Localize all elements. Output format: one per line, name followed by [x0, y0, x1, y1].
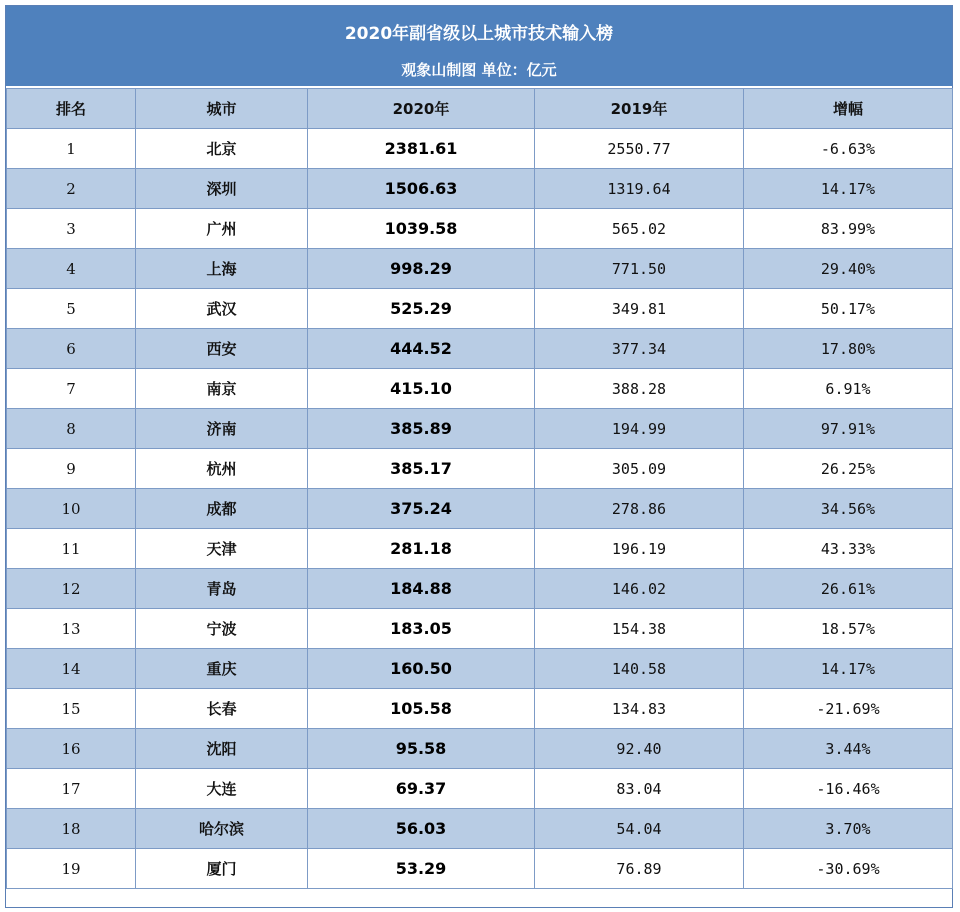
- table-row: [7, 329, 953, 369]
- value-2019-cell: 377.34: [535, 329, 744, 369]
- table-title: 2020年副省级以上城市技术输入榜: [344, 24, 614, 44]
- table-row: [7, 129, 953, 169]
- city-cell: 南京: [136, 369, 308, 409]
- growth-cell: 97.91%: [744, 409, 953, 449]
- value-2020-cell: 56.03: [308, 809, 535, 849]
- city-cell: 天津: [136, 529, 308, 569]
- city-cell: 厦门: [136, 849, 308, 889]
- value-2019-cell: 76.89: [535, 849, 744, 889]
- city-cell: 西安: [136, 329, 308, 369]
- value-2019-cell: 278.86: [535, 489, 744, 529]
- value-2020-cell: 415.10: [308, 369, 535, 409]
- growth-cell: 3.44%: [744, 729, 953, 769]
- growth-cell: 50.17%: [744, 289, 953, 329]
- growth-cell: 26.61%: [744, 569, 953, 609]
- value-2020-cell: 385.89: [308, 409, 535, 449]
- table-row: [7, 689, 953, 729]
- value-2020-cell: 444.52: [308, 329, 535, 369]
- value-2019-cell: 1319.64: [535, 169, 744, 209]
- value-2020-cell: 160.50: [308, 649, 535, 689]
- table-row: [7, 849, 953, 889]
- growth-cell: 6.91%: [744, 369, 953, 409]
- table-row: [7, 649, 953, 689]
- growth-cell: -6.63%: [744, 129, 953, 169]
- rank-cell: 19: [7, 849, 136, 889]
- value-2020-cell: 184.88: [308, 569, 535, 609]
- value-2019-cell: 83.04: [535, 769, 744, 809]
- value-2019-cell: 92.40: [535, 729, 744, 769]
- value-2019-cell: 771.50: [535, 249, 744, 289]
- value-2020-cell: 281.18: [308, 529, 535, 569]
- city-cell: 北京: [136, 129, 308, 169]
- value-2019-cell: 388.28: [535, 369, 744, 409]
- value-2019-cell: 134.83: [535, 689, 744, 729]
- value-2020-cell: 1039.58: [308, 209, 535, 249]
- column-header-2019: 2019年: [535, 89, 744, 129]
- value-2020-cell: 998.29: [308, 249, 535, 289]
- value-2019-cell: 2550.77: [535, 129, 744, 169]
- table-row: [7, 409, 953, 449]
- table-row: [7, 209, 953, 249]
- rank-cell: 14: [7, 649, 136, 689]
- value-2020-cell: 375.24: [308, 489, 535, 529]
- growth-cell: 3.70%: [744, 809, 953, 849]
- value-2019-cell: 305.09: [535, 449, 744, 489]
- value-2020-cell: 69.37: [308, 769, 535, 809]
- growth-cell: 26.25%: [744, 449, 953, 489]
- table-row: [7, 289, 953, 329]
- table-row: [7, 729, 953, 769]
- rank-cell: 9: [7, 449, 136, 489]
- rank-cell: 10: [7, 489, 136, 529]
- column-header-city: 城市: [136, 89, 308, 129]
- rank-cell: 7: [7, 369, 136, 409]
- value-2020-cell: 183.05: [308, 609, 535, 649]
- value-2019-cell: 54.04: [535, 809, 744, 849]
- value-2020-cell: 2381.61: [308, 129, 535, 169]
- city-cell: 长春: [136, 689, 308, 729]
- growth-cell: -30.69%: [744, 849, 953, 889]
- value-2019-cell: 565.02: [535, 209, 744, 249]
- city-cell: 重庆: [136, 649, 308, 689]
- column-header-rank: 排名: [7, 89, 136, 129]
- city-cell: 济南: [136, 409, 308, 449]
- growth-cell: 18.57%: [744, 609, 953, 649]
- value-2020-cell: 1506.63: [308, 169, 535, 209]
- value-2020-cell: 105.58: [308, 689, 535, 729]
- rank-cell: 4: [7, 249, 136, 289]
- growth-cell: 14.17%: [744, 649, 953, 689]
- ranking-table-frame: [5, 5, 953, 908]
- value-2019-cell: 349.81: [535, 289, 744, 329]
- table-row: [7, 449, 953, 489]
- table-subtitle: 观象山制图 单位：亿元: [401, 61, 557, 79]
- city-cell: 大连: [136, 769, 308, 809]
- table-row: [7, 169, 953, 209]
- value-2019-cell: 146.02: [535, 569, 744, 609]
- value-2020-cell: 385.17: [308, 449, 535, 489]
- table-row: [7, 489, 953, 529]
- city-cell: 武汉: [136, 289, 308, 329]
- rank-cell: 15: [7, 689, 136, 729]
- rank-cell: 5: [7, 289, 136, 329]
- value-2019-cell: 196.19: [535, 529, 744, 569]
- rank-cell: 17: [7, 769, 136, 809]
- rank-cell: 12: [7, 569, 136, 609]
- city-cell: 成都: [136, 489, 308, 529]
- header-row: [7, 89, 953, 129]
- city-cell: 深圳: [136, 169, 308, 209]
- column-header-growth: 增幅: [744, 89, 953, 129]
- city-cell: 宁波: [136, 609, 308, 649]
- city-cell: 杭州: [136, 449, 308, 489]
- growth-cell: 83.99%: [744, 209, 953, 249]
- city-cell: 广州: [136, 209, 308, 249]
- city-cell: 哈尔滨: [136, 809, 308, 849]
- rank-cell: 16: [7, 729, 136, 769]
- table-row: [7, 809, 953, 849]
- value-2020-cell: 53.29: [308, 849, 535, 889]
- growth-cell: 17.80%: [744, 329, 953, 369]
- table-row: [7, 609, 953, 649]
- rank-cell: 3: [7, 209, 136, 249]
- value-2019-cell: 154.38: [535, 609, 744, 649]
- growth-cell: 14.17%: [744, 169, 953, 209]
- growth-cell: 43.33%: [744, 529, 953, 569]
- value-2020-cell: 525.29: [308, 289, 535, 329]
- rank-cell: 6: [7, 329, 136, 369]
- city-cell: 沈阳: [136, 729, 308, 769]
- value-2019-cell: 194.99: [535, 409, 744, 449]
- rank-cell: 13: [7, 609, 136, 649]
- table-row: [7, 369, 953, 409]
- growth-cell: -16.46%: [744, 769, 953, 809]
- table-row: [7, 249, 953, 289]
- growth-cell: 34.56%: [744, 489, 953, 529]
- table-row: [7, 529, 953, 569]
- growth-cell: -21.69%: [744, 689, 953, 729]
- table-row: [7, 569, 953, 609]
- rank-cell: 1: [7, 129, 136, 169]
- rank-cell: 8: [7, 409, 136, 449]
- city-cell: 青岛: [136, 569, 308, 609]
- rank-cell: 18: [7, 809, 136, 849]
- growth-cell: 29.40%: [744, 249, 953, 289]
- column-header-2020: 2020年: [308, 89, 535, 129]
- value-2019-cell: 140.58: [535, 649, 744, 689]
- ranking-table: [6, 88, 953, 889]
- value-2020-cell: 95.58: [308, 729, 535, 769]
- rank-cell: 11: [7, 529, 136, 569]
- city-cell: 上海: [136, 249, 308, 289]
- rank-cell: 2: [7, 169, 136, 209]
- table-body: [7, 129, 953, 889]
- table-banner: [6, 6, 952, 88]
- table-row: [7, 769, 953, 809]
